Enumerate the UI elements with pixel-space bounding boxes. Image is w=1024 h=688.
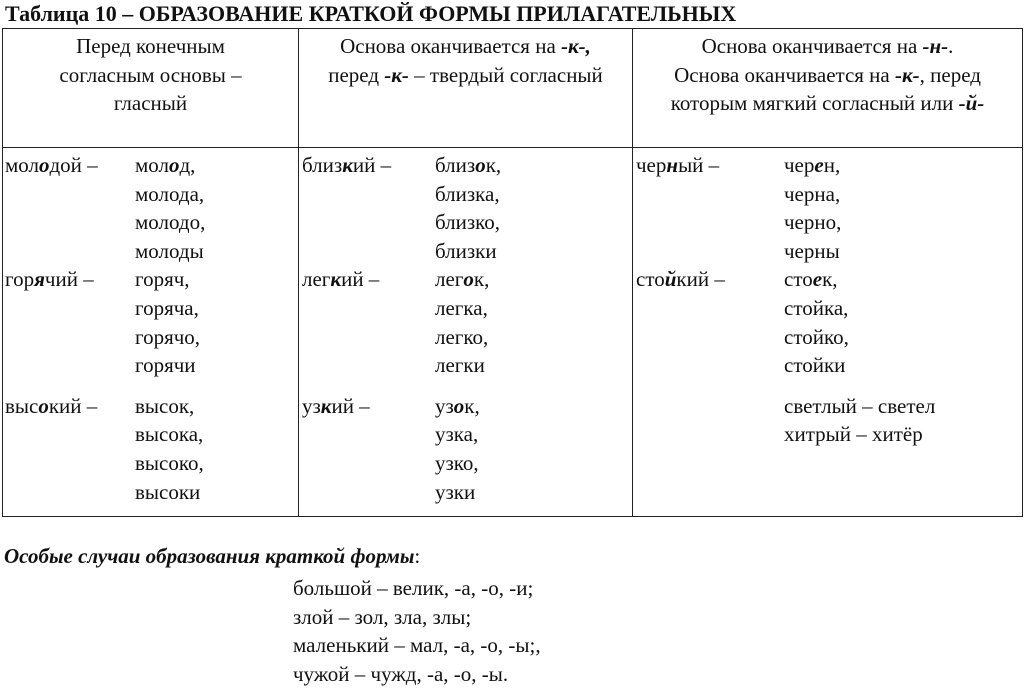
word-stress: о: [453, 393, 465, 418]
extra-line: хитрый – хитёр: [784, 422, 923, 447]
special-item: маленький – мал, -а, -о, -ы;,: [293, 633, 541, 658]
word: [784, 325, 849, 349]
header-col2-text: Основа оканчивается на: [340, 34, 562, 58]
word: [135, 182, 204, 206]
word-part: уз: [302, 393, 321, 418]
short-form: [135, 180, 298, 209]
word-part: близка,: [435, 181, 500, 206]
word: [135, 267, 190, 291]
word: [636, 267, 725, 291]
word-part: чер: [636, 153, 667, 177]
short-form: [435, 294, 632, 323]
word-part: высока,: [135, 422, 204, 447]
word-part: мол: [135, 153, 169, 177]
word-stress: о: [39, 153, 50, 177]
word-part: горячо,: [135, 324, 201, 349]
word: [784, 267, 838, 291]
col2-groups: [299, 148, 632, 506]
word-part: мол: [5, 153, 39, 177]
short-form: [135, 265, 298, 294]
short-form: [435, 151, 632, 180]
word: [435, 394, 480, 418]
short-form: [135, 351, 298, 380]
header-col2: [299, 29, 633, 148]
special-item: большой – велик, -а, -о, -и;: [293, 576, 534, 600]
word-part: стойки: [784, 353, 846, 378]
header-col2-emph: -к-: [384, 62, 409, 87]
header-col3-emph: -й-: [958, 91, 985, 116]
word: [435, 480, 475, 504]
word: [435, 239, 497, 263]
word-part: сто: [636, 267, 665, 292]
word: [135, 210, 205, 234]
header-col3-emph: -к-: [895, 62, 920, 87]
base-adjective: [299, 151, 435, 265]
word-part: чий –: [44, 267, 94, 292]
word-part: н,: [823, 153, 841, 177]
word: [135, 451, 204, 475]
word: [435, 296, 488, 320]
word-part: легка,: [435, 295, 488, 320]
word-group: [633, 265, 1022, 379]
group-spacer: [3, 380, 298, 392]
extra-line: светлый – светел: [784, 393, 936, 418]
short-form: [784, 237, 1022, 266]
word-stress: о: [38, 393, 49, 418]
header-col3: [633, 29, 1023, 148]
word: [135, 480, 200, 504]
short-form: [784, 151, 1022, 180]
word: [135, 296, 199, 320]
word: [135, 239, 204, 263]
table-title: Таблица 10 – ОБРАЗОВАНИЕ КРАТКОЙ ФОРМЫ ПРИЛАГАТЕЛЬНЫХ: [5, 1, 737, 26]
word-part: черна,: [784, 181, 841, 206]
word-part: ий –: [352, 153, 392, 177]
short-form: [135, 237, 298, 266]
short-form: [435, 449, 632, 478]
word: [435, 267, 489, 291]
base-adjective: [633, 151, 784, 265]
word-part: к,: [485, 153, 502, 177]
word-part: горяча,: [135, 295, 199, 320]
word-part: чер: [784, 153, 815, 177]
word: [435, 451, 479, 475]
word-part: ий –: [331, 393, 370, 418]
short-form: [435, 420, 632, 449]
word: [5, 153, 98, 177]
short-form: [435, 265, 632, 294]
short-form: [435, 208, 632, 237]
header-col3-text: .: [948, 34, 954, 58]
word: [435, 325, 488, 349]
word-part: высок,: [135, 393, 195, 418]
word-part: черно,: [784, 210, 842, 235]
short-forms: [784, 265, 1022, 379]
base-adjective: [633, 265, 784, 379]
word-group: [299, 151, 632, 265]
base-adjective: [3, 151, 135, 265]
short-form: [135, 420, 298, 449]
word-part: стойко,: [784, 324, 849, 349]
header-col3-emph: -н-: [922, 34, 949, 58]
short-forms: [435, 392, 632, 506]
short-form: [784, 351, 1022, 380]
short-form: [135, 294, 298, 323]
short-forms: [135, 265, 298, 379]
short-form: [435, 237, 632, 266]
word-stress: н: [666, 153, 679, 177]
word: [135, 353, 196, 377]
word: [5, 394, 97, 418]
word: [636, 153, 719, 177]
word: [302, 394, 370, 418]
word-part: молоды: [135, 238, 204, 263]
word-part: гор: [5, 267, 35, 292]
word-part: близ: [435, 153, 476, 177]
special-item: злой – зол, зла, злы;: [293, 604, 472, 629]
word-part: к,: [822, 267, 838, 292]
word-part: высоки: [135, 479, 201, 504]
word-part: д,: [179, 153, 196, 177]
short-forms: [135, 392, 298, 506]
short-forms: [435, 265, 632, 379]
word-group: [299, 392, 632, 506]
word-part: близко,: [435, 210, 501, 235]
word-part: черны: [784, 238, 840, 263]
short-form: [135, 151, 298, 180]
word-group: [3, 265, 298, 379]
short-form: [784, 180, 1022, 209]
word-part: близки: [435, 238, 497, 263]
header-col2-text: перед: [328, 62, 385, 87]
short-form: [784, 323, 1022, 352]
word-part: сто: [784, 267, 813, 292]
special-item: чужой – чужд, -а, -о, -ы.: [293, 661, 509, 686]
word: [784, 239, 840, 263]
body-row: [3, 148, 1023, 517]
header-col3-text: , перед: [919, 62, 981, 87]
short-form: [135, 449, 298, 478]
special-heading-colon: :: [414, 544, 421, 568]
adjectives-table: [2, 28, 1023, 517]
body-col3: [633, 148, 1023, 517]
short-forms: [784, 151, 1022, 265]
word-part: выс: [5, 393, 39, 418]
word-part: к,: [464, 393, 480, 418]
word-part: кий –: [48, 393, 98, 418]
word-part: узка,: [435, 422, 479, 447]
group-spacer: [299, 380, 632, 392]
word-part: близ: [302, 153, 343, 177]
base-adjective: [299, 265, 435, 379]
word-part: молодо,: [135, 210, 206, 235]
word-stress: я: [34, 267, 45, 292]
word-part: горячи: [135, 353, 196, 378]
word: [435, 210, 500, 234]
word-part: узки: [435, 479, 476, 504]
word: [435, 353, 485, 377]
body-col2: [299, 148, 633, 517]
short-form: [135, 323, 298, 352]
word-stress: к: [342, 153, 353, 177]
word-part: узко,: [435, 450, 479, 475]
word-part: ый –: [678, 153, 720, 177]
word: [784, 210, 841, 234]
word-part: к,: [473, 267, 490, 292]
header-col2-text: – твердый согласный: [408, 62, 603, 87]
short-form: [435, 478, 632, 507]
short-form: [435, 180, 632, 209]
col3-groups: [633, 148, 1022, 380]
short-forms: [435, 151, 632, 265]
short-form: [135, 392, 298, 421]
word-part: молода,: [135, 181, 205, 206]
word-part: уз: [435, 393, 454, 418]
word-part: стойка,: [784, 295, 849, 320]
word-part: лег: [435, 267, 464, 292]
special-heading-text: Особые случаи образования краткой формы: [4, 544, 415, 568]
word: [302, 267, 379, 291]
short-forms: [135, 151, 298, 265]
word-stress: о: [475, 153, 486, 177]
word: [135, 153, 195, 177]
word-part: высоко,: [135, 450, 204, 475]
header-row: [3, 29, 1023, 148]
word-part: лег: [302, 267, 331, 292]
body-col1: [3, 148, 299, 517]
word-group: [299, 265, 632, 379]
word-group: [3, 392, 298, 506]
header-col3-text: которым мягкий согласный или: [670, 91, 959, 116]
word: [784, 296, 848, 320]
word-group: [633, 151, 1022, 265]
short-form: [135, 208, 298, 237]
col1-groups: [3, 148, 298, 506]
word: [784, 153, 840, 177]
header-col3-text: Основа оканчивается на: [674, 62, 895, 87]
word-stress: й: [664, 267, 677, 292]
short-form: [435, 351, 632, 380]
header-col1: [3, 29, 299, 148]
word: [135, 325, 200, 349]
word: [135, 422, 203, 446]
word: [784, 353, 845, 377]
short-form: [784, 208, 1022, 237]
short-form: [435, 323, 632, 352]
word: [784, 182, 840, 206]
header-col1-line: Перед конечным: [76, 34, 225, 58]
header-col1-line: гласный: [113, 91, 188, 116]
short-form: [784, 294, 1022, 323]
word: [5, 267, 94, 291]
word: [302, 153, 391, 177]
header-col1-line: согласным основы –: [59, 62, 242, 87]
word-part: кий –: [676, 267, 725, 292]
word-group: [3, 151, 298, 265]
word: [435, 422, 478, 446]
word-part: легки: [435, 353, 485, 378]
word-stress: е: [814, 153, 824, 177]
base-adjective: [299, 392, 435, 506]
word-stress: к: [330, 267, 342, 292]
short-form: [135, 478, 298, 507]
word: [135, 394, 194, 418]
special-heading: [4, 542, 420, 570]
word-part: горяч,: [135, 267, 190, 292]
short-form: [784, 265, 1022, 294]
special-list: [293, 574, 541, 688]
word-stress: е: [812, 267, 823, 292]
word-part: ий –: [341, 267, 380, 292]
word-part: легко,: [435, 324, 489, 349]
word-stress: о: [169, 153, 180, 177]
word: [435, 153, 501, 177]
header-col2-emph: -к-,: [561, 34, 591, 58]
word-part: дой –: [49, 153, 98, 177]
base-adjective: [3, 265, 135, 379]
word: [435, 182, 500, 206]
short-form: [435, 392, 632, 421]
word-stress: о: [463, 267, 474, 292]
base-adjective: [3, 392, 135, 506]
header-col3-text: Основа оканчивается на: [701, 34, 923, 58]
word-stress: к: [320, 393, 332, 418]
col3-extra: [784, 392, 1022, 449]
